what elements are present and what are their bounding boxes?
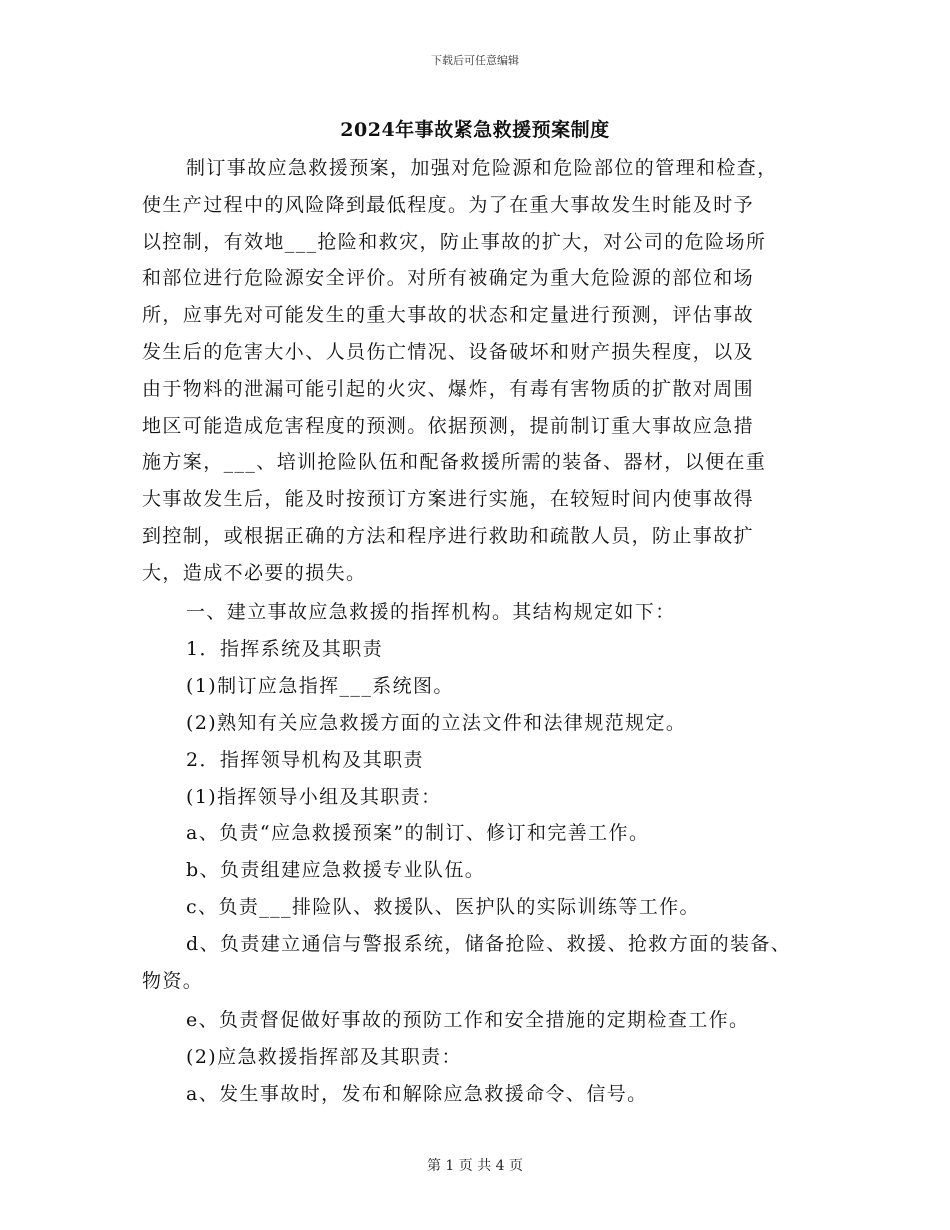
list-item: (2)熟知有关应急救援方面的立法文件和法律规范规定。 <box>186 712 687 734</box>
subsection-heading: 2．指挥领导机构及其职责 <box>186 749 424 771</box>
paragraph-line: 使生产过程中的风险降到最低程度。为了在重大事故发生时能及时予 <box>142 193 755 216</box>
intro-paragraph <box>142 150 832 592</box>
paragraph-line: 由于物料的泄漏可能引起的火灾、爆炸，有毒有害物质的扩散对周围 <box>142 377 755 400</box>
paragraph-line: 地区可能造成危害程度的预测。依据预测，提前制订重大事故应急措 <box>142 414 755 437</box>
list-item: e、负责督促做好事故的预防工作和安全措施的定期检查工作。 <box>186 1009 750 1031</box>
paragraph-line: 以控制，有效地___抢险和救灾，防止事故的扩大，对公司的危险场所 <box>142 230 767 253</box>
paragraph-line: 制订事故应急救援预案，加强对危险源和危险部位的管理和检查， <box>186 157 778 179</box>
list-item: d、负责建立通信与警报系统，储备抢险、救援、抢救方面的装备、 <box>186 933 792 955</box>
list-item: (1)指挥领导小组及其职责： <box>186 786 442 808</box>
list-item: b、负责组建应急救援专业队伍。 <box>186 859 486 881</box>
paragraph-line: 到控制，或根据正确的方法和程序进行救助和疏散人员，防止事故扩 <box>142 524 755 547</box>
paragraph-line: 大，造成不必要的损失。 <box>142 561 367 584</box>
list-item: (1)制订应急指挥___系统图。 <box>186 675 454 697</box>
paragraph-line: 所，应事先对可能发生的重大事故的状态和定量进行预测，评估事故 <box>142 304 755 327</box>
subsection-heading: 1．指挥系统及其职责 <box>186 638 384 660</box>
section-heading: 一、建立事故应急救援的指挥机构。其结构规定如下： <box>186 601 676 623</box>
document-title: 2024年事故紧急救援预案制度 <box>340 119 610 141</box>
list-item: c、负责___排险队、救援队、医护队的实际训练等工作。 <box>186 896 700 918</box>
list-item: a、负责“应急救援预案”的制订、修订和完善工作。 <box>186 822 650 844</box>
list-item: a、发生事故时，发布和解除应急救援命令、信号。 <box>186 1083 648 1105</box>
list-item: (2)应急救援指挥部及其职责： <box>186 1046 462 1068</box>
page-header-note: 下载后可任意编辑 <box>431 54 519 67</box>
paragraph-line: 和部位进行危险源安全评价。对所有被确定为重大危险源的部位和场 <box>142 267 755 290</box>
paragraph-line: 大事故发生后，能及时按预订方案进行实施，在较短时间内使事故得 <box>142 488 755 511</box>
page-number: 第 1 页 共 4 页 <box>426 1158 524 1174</box>
list-item-continuation: 物资。 <box>142 970 204 992</box>
paragraph-line: 施方案，___、培训抢险队伍和配备救援所需的装备、器材，以便在重 <box>142 451 767 474</box>
paragraph-line: 发生后的危害大小、人员伤亡情况、设备破坏和财产损失程度，以及 <box>142 340 755 363</box>
